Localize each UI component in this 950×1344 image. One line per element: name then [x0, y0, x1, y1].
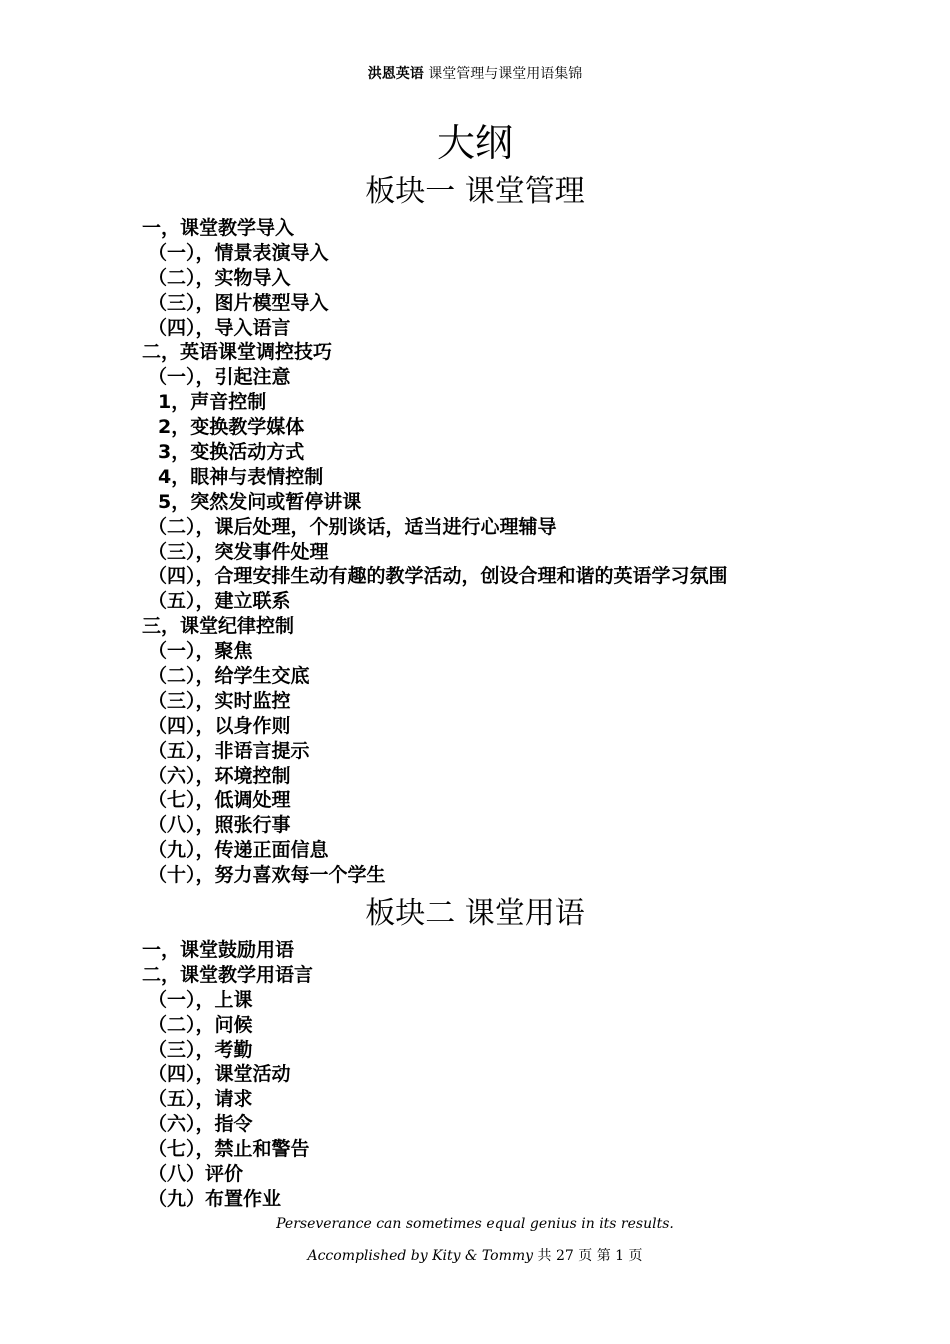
outline-item: 1，声音控制	[158, 391, 267, 414]
outline-item: 2，变换教学媒体	[158, 416, 305, 439]
outline-item: （二），给学生交底	[148, 665, 310, 688]
outline-item: （一），聚焦	[148, 640, 253, 663]
outline-item: （五），非语言提示	[148, 739, 310, 762]
outline-item: （十），努力喜欢每一个学生	[148, 864, 386, 887]
outline-item: （四），合理安排生动有趣的教学活动，创设合理和谐的英语学习氛围	[148, 565, 728, 588]
outline-item: （九），传递正面信息	[148, 839, 329, 862]
outline-item: （三），实时监控	[148, 689, 291, 712]
outline-item: 一，课堂鼓励用语	[142, 939, 295, 961]
outline-item: （四），课堂活动	[148, 1063, 291, 1086]
outline-item: （三），图片模型导入	[148, 291, 329, 314]
outline-item: （二），问候	[148, 1013, 253, 1036]
section1-outline	[142, 216, 728, 888]
outline-item: （六），指令	[148, 1113, 253, 1136]
outline-item: （二），实物导入	[148, 266, 291, 289]
outline-item: （一），上课	[148, 988, 253, 1011]
outline-item: （一），引起注意	[148, 366, 291, 389]
outline-item: 5，突然发问或暂停讲课	[158, 490, 362, 513]
outline-item: （七），低调处理	[148, 789, 291, 812]
section2-title: 板块二 课堂用语	[365, 896, 585, 931]
footer-credit: Accomplished by Kity & Tommy	[307, 1248, 534, 1264]
outline-item: （三），考勤	[148, 1038, 253, 1061]
outline-item: 4，眼神与表情控制	[158, 465, 324, 488]
outline-item: （八），照张行事	[148, 814, 291, 837]
section1-title: 板块一 课堂管理	[365, 174, 585, 209]
outline-item: （七），禁止和警告	[148, 1138, 310, 1161]
outline-item: 二，英语课堂调控技巧	[142, 341, 333, 364]
section2-outline	[142, 938, 313, 1212]
outline-item: （五），建立联系	[148, 590, 291, 613]
outline-item: （九）布置作业	[148, 1187, 282, 1210]
page-footer	[0, 1246, 950, 1266]
outline-item: （二），课后处理，个别谈话，适当进行心理辅导	[148, 515, 557, 538]
footer-quote: Perseverance can sometimes equal genius in its results.	[276, 1216, 674, 1232]
outline-item: （六），环境控制	[148, 764, 291, 787]
outline-item: 3，变换活动方式	[158, 441, 305, 464]
outline-item: （四），以身作则	[148, 714, 291, 737]
outline-item: （五），请求	[148, 1088, 253, 1111]
page-count: 共 27 页 第 1 页	[537, 1248, 643, 1264]
outline-item: （一），情景表演导入	[148, 241, 329, 264]
outline-item: 二，课堂教学用语言	[142, 963, 314, 986]
header-brand: 洪恩英语	[367, 66, 424, 82]
header-title: 课堂管理与课堂用语集锦	[428, 66, 583, 82]
outline-item: （三），突发事件处理	[148, 540, 329, 563]
outline-item: 三，课堂纪律控制	[142, 615, 295, 638]
outline-item: （八）评价	[148, 1163, 244, 1186]
outline-title: 大纲	[436, 121, 513, 165]
page-header	[0, 64, 950, 84]
outline-item: （四），导入语言	[148, 316, 291, 339]
outline-item: 一，课堂教学导入	[142, 217, 295, 239]
